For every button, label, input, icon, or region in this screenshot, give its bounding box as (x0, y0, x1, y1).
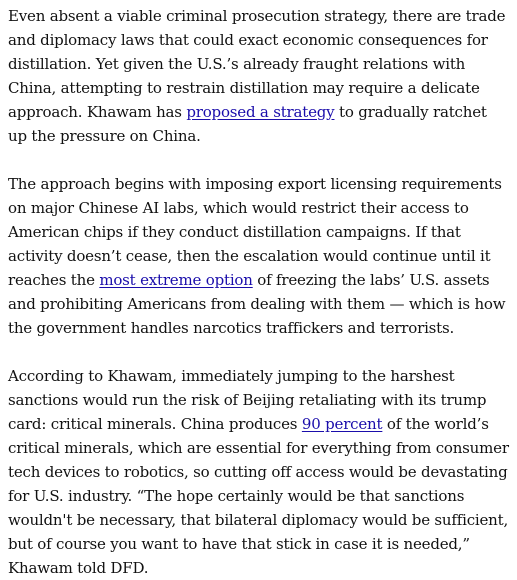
paragraph-text: of freezing the labs’ U.S. assets and prohibiting Americans from dealing with them — which is how the government handles narcotics traffickers and terrorists. (8, 271, 506, 337)
link-proposed-a-strategy[interactable]: proposed a strategy (186, 103, 335, 121)
paragraph-text: of the world’s critical minerals, which are essential for everything from consumer tech devices to robotics, so cutting off access would be devastating for U.S. industry. “The hope certainly would be that sanctions wouldn't be necessary, that bilateral diplomacy would be sufficient, but of course you want to have that stick in case it is needed,” Khawam told DFD. (8, 415, 509, 577)
link-90-percent[interactable]: 90 percent (301, 415, 383, 433)
paragraph-2 (8, 172, 509, 340)
paragraph-1 (8, 4, 509, 148)
paragraph-text: to gradually ratchet up the pressure on China. (8, 103, 487, 145)
paragraph-text: According to Khawam, immediately jumping to the harshest sanctions would run the risk of Beijing retaliating with its trump card: critical minerals. China produces (8, 367, 487, 433)
paragraph-text: Even absent a viable criminal prosecution strategy, there are trade and diplomacy laws that could exact economic consequences for distillation. Yet given the U.S.’s already fraught relations with China, attempting to restrain distillation may require a delicate approach. Khawam has (8, 7, 506, 121)
paragraph-3 (8, 364, 509, 580)
link-most-extreme-option[interactable]: most extreme option (99, 271, 253, 289)
paragraph-text: The approach begins with imposing export licensing requirements on major Chinese AI labs, which would restrict their access to American chips if they conduct distillation campaigns. If that activity doesn’t cease, then the escalation would continue until it reaches the (8, 175, 502, 289)
